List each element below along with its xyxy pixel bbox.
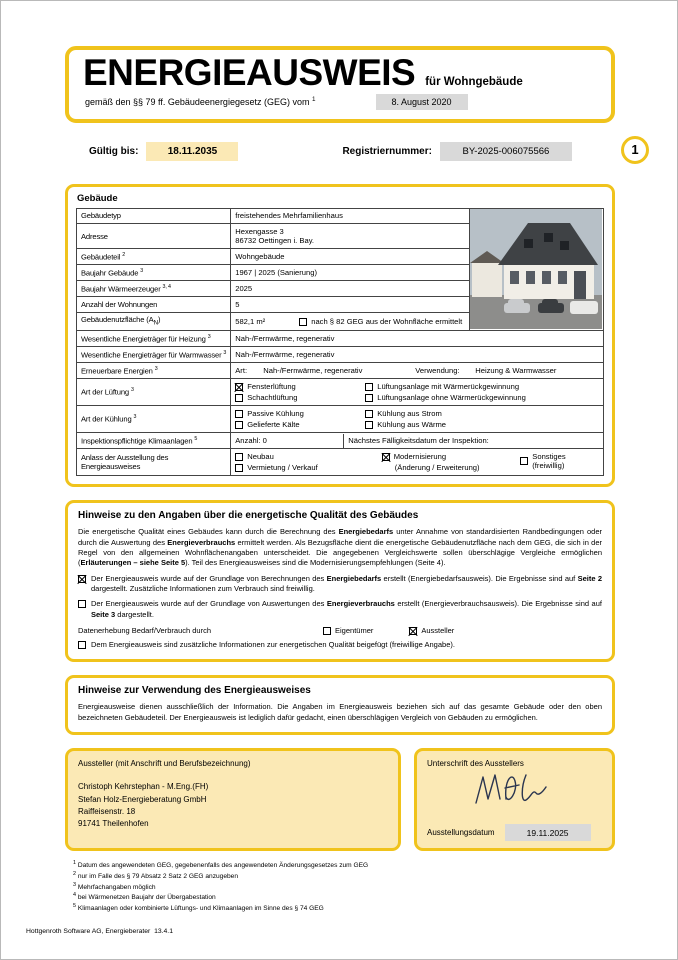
- data-collection-row: [78, 626, 602, 635]
- checkbox-lueftungsanlage-mit: [365, 383, 373, 391]
- field-value: 1967 | 2025 (Sanierung): [231, 265, 470, 281]
- header-box: [65, 46, 615, 123]
- field-label: Art der Kühlung $^3$: [77, 406, 231, 433]
- verbrauchsausweis-option: Der Energieausweis wurde auf der Grundlage von Auswertungen des Energieverbrauchs erstellt (Energieverbrauchsausweis). Die Ergebnisse sind auf Seite 3 dargestellt.: [78, 599, 602, 620]
- lueftung-option: Lüftungsanlage mit Wärmerückgewinnung: [365, 382, 526, 391]
- valid-until-date: 18.11.2035: [146, 142, 238, 161]
- eigentuemer-option: Eigentümer: [323, 626, 373, 635]
- kuehlung-option: Gelieferte Kälte: [235, 420, 365, 429]
- field-label: Art der Lüftung $^3$: [77, 379, 231, 406]
- field-value: Nah-/Fernwärme, regenerativ: [231, 331, 604, 347]
- quality-notes-title: Hinweise zu den Angaben über die energetische Qualität des Gebäudes: [78, 510, 419, 522]
- wohnflaeche-option: nach § 82 GEG aus der Wohnfläche ermittelt: [299, 317, 462, 326]
- row-anlass: [77, 449, 604, 476]
- aussteller-option: Aussteller: [409, 626, 454, 635]
- validity-row: [65, 139, 639, 165]
- zusatzinfo-option: Dem Energieausweis sind zusätzliche Informationen zur energetischen Qualität beigefügt (freiwillige Angabe).: [78, 640, 602, 650]
- footnote-1: $^1$ Datum des angewendeten GEG, gegebenenfalls des angewendeten Änderungsgesetzes zum GEG: [73, 860, 369, 870]
- field-value: 5: [231, 297, 470, 312]
- row-art-der-lueftung: [77, 379, 604, 406]
- data-collection-label: Datenerhebung Bedarf/Verbrauch durch: [78, 626, 212, 636]
- checkbox-lueftungsanlage-ohne: [365, 394, 373, 402]
- checkbox-aussteller: [409, 627, 417, 635]
- lueftung-option: Fensterlüftung: [235, 382, 365, 391]
- issue-date-label: Ausstellungsdatum: [427, 828, 495, 838]
- checkbox-schachtlueftung: [235, 394, 243, 402]
- issue-date-row: [427, 824, 604, 841]
- row-klimaanlagen: [77, 433, 604, 449]
- registry-number-label: Registriernummer:: [342, 146, 432, 158]
- building-section-title: Gebäude: [77, 192, 118, 204]
- field-label: Wesentliche Energieträger für Heizung $^3$: [77, 331, 231, 347]
- checkbox-neubau: [235, 453, 243, 461]
- field-value: [231, 449, 604, 476]
- checkbox-sonstiges: [520, 457, 528, 465]
- building-photo-image: [470, 209, 602, 329]
- registry-number-value: BY-2025-006075566: [440, 142, 572, 161]
- checkbox-wohnflaeche: [299, 318, 307, 326]
- building-photo: [470, 208, 604, 330]
- field-label: Gebäudetyp: [77, 208, 231, 223]
- anlass-option-sub: (Änderung / Erweiterung): [394, 463, 480, 473]
- signature-title: Unterschrift des Ausstellers: [427, 759, 524, 769]
- row-art-der-kuehlung: [77, 406, 604, 433]
- field-value: 2025: [231, 281, 470, 297]
- bedarfsausweis-option: Der Energieausweis wurde auf der Grundlage von Berechnungen des Energiebedarfs erstellt (Energiebedarfsausweis). Die Ergebnisse sind auf Seite 2 dargestellt. Zusätzliche Informationen zum Verbrauch sind freiwillig.: [78, 574, 602, 595]
- klimaanlagen-faelligkeit: Nächstes Fälligkeitsdatum der Inspektion:: [343, 434, 603, 448]
- checkbox-modernisierung: [382, 453, 390, 461]
- field-value: 582,1 m² nach § 82 GEG aus der Wohnfläche ermittelt: [231, 312, 470, 330]
- anlass-option: Modernisierung: [382, 452, 521, 461]
- field-label: Adresse: [77, 224, 231, 249]
- usage-notes-section: [65, 675, 615, 735]
- law-reference: gemäß den §§ 79 ff. Gebäudeenergiegesetz (GEG) vom $^1$: [85, 96, 316, 108]
- anlass-option: Neubau: [235, 452, 381, 461]
- row-energietraeger-warmwasser: [77, 347, 604, 363]
- klimaanlagen-anzahl: Anzahl: 0: [235, 436, 267, 446]
- checkbox-verbrauchsausweis: [78, 600, 86, 608]
- bottom-panels: [65, 748, 615, 851]
- checkbox-passive-kuehlung: [235, 410, 243, 418]
- issuer-title: Aussteller (mit Anschrift und Berufsbezeichnung): [78, 759, 251, 769]
- field-value: [231, 379, 604, 406]
- checkbox-vermietung-verkauf: [235, 464, 243, 472]
- field-value: Wohngebäude: [231, 249, 470, 265]
- kuehlung-option: Passive Kühlung: [235, 409, 365, 418]
- row-energietraeger-heizung: [77, 331, 604, 347]
- row-erneuerbare-energien: [77, 363, 604, 379]
- field-value: freistehendes Mehrfamilienhaus: [231, 208, 470, 223]
- lueftung-option: Lüftungsanlage ohne Wärmerückgewinnung: [365, 393, 526, 402]
- usage-notes-title: Hinweise zur Verwendung des Energieausweises: [78, 685, 311, 697]
- checkbox-eigentuemer: [323, 627, 331, 635]
- footnote-ref-1: 1: [311, 96, 316, 104]
- footnote-5: $^5$ Klimaanlagen oder kombinierte Lüftungs- und Klimaanlagen im Sinne des § 74 GEG: [73, 903, 324, 913]
- building-table: [76, 208, 604, 476]
- field-label: Baujahr Wärmeerzeuger $^{3, 4}$: [77, 281, 231, 297]
- issuer-company: Stefan Holz-Energieberatung GmbH: [78, 794, 207, 804]
- issuer-name: Christoph Kehrstephan - M.Eng.(FH): [78, 782, 209, 792]
- issue-date-value: 19.11.2025: [505, 824, 591, 841]
- footnote-2: $^2$ nur im Falle des § 79 Absatz 2 Satz 2 GEG anzugeben: [73, 870, 239, 881]
- field-value: [231, 433, 604, 449]
- quality-intro-paragraph: Die energetische Qualität eines Gebäudes kann durch die Berechnung des Energiebedarfs unter Annahme von standardisierten Randbedingungen oder durch die Auswertung des Energieverbrauchs ermittelt werden. Als Bezugsfläche dient die energetische Gebäudenutzfläche nach dem GEG, die sich in der Regel von den allgemeinen Wohnflächenangaben unterscheidet. Die angegebenen Vergleichswerte sollen überschlägige Vergleiche ermöglichen (Erläuterungen – siehe Seite 5). Teil des Energieausweises sind die Modernisierungsempfehlungen (Seite 4).: [78, 527, 603, 568]
- checkbox-kuehlung-strom: [365, 410, 373, 418]
- anlass-option: Sonstiges (freiwillig): [520, 452, 599, 471]
- page-number-badge: 1: [621, 136, 649, 164]
- checkbox-zusatzinfo: [78, 641, 86, 649]
- issuer-city: 91741 Theilenhofen: [78, 819, 149, 829]
- checkbox-gelieferte-kaelte: [235, 421, 243, 429]
- issuer-address: [78, 781, 388, 831]
- software-footer: Hottgenroth Software AG, Energieberater 13.4.1: [26, 928, 173, 935]
- building-section: [65, 184, 615, 487]
- field-value: Art: Nah-/Fernwärme, regenerativ Verwendung: Heizung & Warmwasser: [231, 363, 604, 379]
- field-label: Erneuerbare Energien $^3$: [77, 363, 231, 379]
- anlass-option: Vermietung / Verkauf: [235, 463, 381, 472]
- signature-box: [414, 748, 615, 851]
- checkbox-kuehlung-waerme: [365, 421, 373, 429]
- field-label: Anlass der Ausstellung des Energieausweises: [77, 449, 231, 476]
- footnotes: [65, 860, 615, 914]
- checkbox-bedarfsausweis: [78, 575, 86, 583]
- signature-image: [472, 767, 552, 811]
- quality-notes-section: [65, 500, 615, 662]
- issuer-street: Raiffeisenstr. 18: [78, 806, 136, 816]
- lueftung-option: Schachtlüftung: [235, 393, 365, 402]
- footnote-4: $^4$ bei Wärmenetzen Baujahr der Übergabestation: [73, 892, 216, 902]
- row-gebaeudetyp: [77, 208, 604, 223]
- field-label: Inspektionspflichtige Klimaanlagen $^5$: [77, 433, 231, 449]
- document-title: ENERGIEAUSWEIS: [83, 52, 416, 93]
- field-label: Baujahr Gebäude $^3$: [77, 265, 231, 281]
- valid-until-label: Gültig bis:: [89, 146, 139, 158]
- field-label: Wesentliche Energieträger für Warmwasser $^3$: [77, 347, 231, 363]
- field-value: Hexengasse 3 86732 Oettingen i. Bay.: [231, 224, 470, 249]
- footnote-3: $^3$ Mehrfachangaben möglich: [73, 881, 156, 891]
- field-value: Nah-/Fernwärme, regenerativ: [231, 347, 604, 363]
- field-value: [231, 406, 604, 433]
- kuehlung-option: Kühlung aus Wärme: [365, 420, 446, 429]
- field-label: Gebäudenutzfläche $(A_N)$: [77, 312, 231, 330]
- document-subtitle: für Wohngebäude: [425, 76, 523, 88]
- checkbox-fensterlueftung: [235, 383, 243, 391]
- field-label: Gebäudeteil $^2$: [77, 249, 231, 265]
- law-date-box: 8. August 2020: [376, 94, 468, 110]
- kuehlung-option: Kühlung aus Strom: [365, 409, 446, 418]
- issuer-box: [65, 748, 401, 851]
- usage-notes-paragraph: Energieausweise dienen ausschließlich der Information. Die Angaben im Energieausweis beziehen sich auf das gesamte Gebäude oder den oben bezeichneten Gebäudeteil. Der Energieausweis ist lediglich dafür gedacht, einen überschlägigen Vergleich von Gebäuden zu ermöglichen.: [78, 702, 602, 722]
- field-label: Anzahl der Wohnungen: [77, 297, 231, 312]
